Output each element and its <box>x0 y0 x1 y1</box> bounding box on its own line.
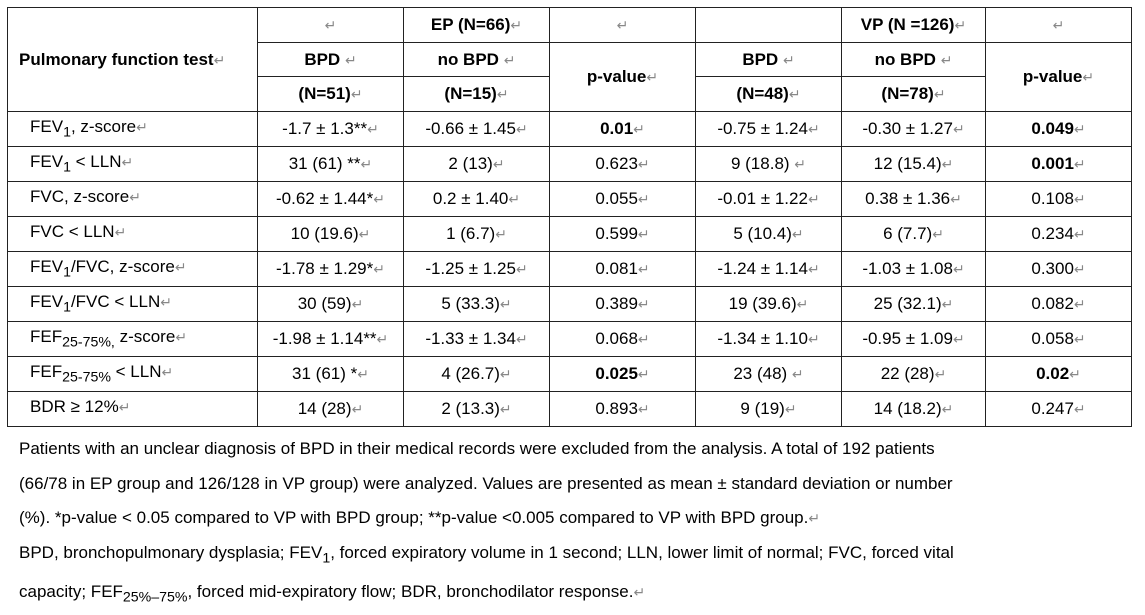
cell-vp-nobpd <box>842 147 986 182</box>
row-label-rest: , z-score <box>70 117 137 137</box>
cell-vp-p <box>986 112 1132 147</box>
cell-ep-bpd <box>258 147 404 182</box>
return-mark-icon: ↵ <box>161 364 174 381</box>
header-vp-pvalue <box>986 43 1132 112</box>
cell-ep-bpd <box>258 287 404 322</box>
cell-ep-p <box>550 357 696 392</box>
return-mark-icon: ↵ <box>358 226 371 242</box>
return-mark-icon: ↵ <box>646 69 659 85</box>
row-label-rest: /FVC, z-score <box>70 257 175 277</box>
header-vp <box>842 8 986 43</box>
return-mark-icon: ↵ <box>496 86 509 102</box>
cell-vp-nobpd <box>842 182 986 217</box>
note-subscript: 25%–75% <box>122 589 188 606</box>
return-mark-icon: ↵ <box>351 401 364 417</box>
return-mark-icon: ↵ <box>637 296 650 312</box>
row-label-subscript: 1 <box>63 124 71 141</box>
cell-value: 0.599 <box>595 224 638 243</box>
row-label-subscript: 25-75% <box>62 369 111 386</box>
header-vp-text: VP (N =126) <box>860 15 955 34</box>
cell-value: 1 (6.7) <box>446 224 496 243</box>
row-label-subscript: 25-75%, <box>62 334 115 351</box>
header-nobpd-text: no BPD <box>874 49 936 69</box>
row-label-rest: < LLN <box>70 152 122 172</box>
cell-ep-nobpd <box>404 357 550 392</box>
cell-vp-bpd <box>696 147 842 182</box>
cell-value: 14 (18.2) <box>873 399 942 418</box>
cell-value: 31 (61) ** <box>288 154 361 173</box>
cell-vp-nobpd <box>842 322 986 357</box>
return-mark-icon: ↵ <box>934 366 947 382</box>
pft-table <box>7 7 1132 427</box>
cell-value: 22 (28) <box>880 364 935 383</box>
return-mark-icon: ↵ <box>357 366 369 382</box>
header-n-text: (N=48) <box>736 84 789 103</box>
cell-vp-nobpd <box>842 357 986 392</box>
return-mark-icon: ↵ <box>1082 69 1095 85</box>
cell-value: -0.62 ± 1.44* <box>276 189 374 208</box>
header-ep <box>404 8 550 43</box>
cell-vp-bpd <box>696 112 842 147</box>
header-pvalue-text: p-value <box>1022 67 1083 86</box>
return-mark-icon: ↵ <box>367 121 379 137</box>
return-mark-icon: ↵ <box>933 86 946 102</box>
cell-value: 10 (19.6) <box>290 224 359 243</box>
row-label <box>8 147 258 182</box>
row-label-subscript: 1 <box>63 299 71 316</box>
table-row <box>8 322 1132 357</box>
row-label <box>8 252 258 287</box>
cell-vp-nobpd <box>842 287 986 322</box>
header-bpd-text: BPD <box>304 49 341 69</box>
cell-value: 6 (7.7) <box>883 224 933 243</box>
note-line <box>19 536 1129 576</box>
return-mark-icon: ↵ <box>791 366 804 382</box>
cell-value: 5 (10.4) <box>733 224 792 243</box>
cell-ep-p <box>550 112 696 147</box>
row-label-text: FEF <box>30 327 63 347</box>
cell-vp-bpd <box>696 182 842 217</box>
return-mark-icon: ↵ <box>1073 331 1086 347</box>
cell-value: 12 (15.4) <box>873 154 942 173</box>
cell-value: 25 (32.1) <box>873 294 942 313</box>
return-mark-icon: ↵ <box>952 121 965 137</box>
cell-vp-p <box>986 147 1132 182</box>
cell-vp-p <box>986 287 1132 322</box>
row-label <box>8 357 258 392</box>
row-label-text: FVC < LLN <box>30 222 115 242</box>
table-row <box>8 287 1132 322</box>
cell-value: 0.02 <box>1036 364 1070 383</box>
return-mark-icon: ↵ <box>807 331 820 347</box>
header-vp-nobpd <box>842 43 986 77</box>
cell-value: 31 (61) * <box>292 364 358 383</box>
return-mark-icon: ↵ <box>637 191 650 207</box>
row-label <box>8 287 258 322</box>
return-mark-icon: ↵ <box>1073 191 1086 207</box>
note-text: , forced mid-expiratory flow; BDR, bronchodilator response. <box>187 582 634 602</box>
cell-ep-nobpd <box>404 112 550 147</box>
return-mark-icon: ↵ <box>118 399 131 416</box>
cell-value: 2 (13) <box>448 154 493 173</box>
header-vp-blank <box>696 8 842 43</box>
note-line <box>19 467 1129 502</box>
table-row <box>8 392 1132 427</box>
return-mark-icon: ↵ <box>794 156 807 172</box>
return-mark-icon: ↵ <box>791 226 804 242</box>
cell-value: 0.025 <box>595 364 638 383</box>
return-mark-icon: ↵ <box>1069 366 1081 382</box>
cell-ep-p <box>550 217 696 252</box>
cell-ep-bpd <box>258 182 404 217</box>
cell-vp-bpd <box>696 252 842 287</box>
return-mark-icon: ↵ <box>950 191 962 207</box>
cell-value: -1.03 ± 1.08 <box>862 259 953 278</box>
cell-ep-bpd <box>258 322 404 357</box>
header-ep-bpd <box>258 43 404 77</box>
table-row <box>8 182 1132 217</box>
row-label <box>8 182 258 217</box>
cell-ep-bpd <box>258 252 404 287</box>
cell-value: 0.2 ± 1.40 <box>432 189 509 208</box>
cell-ep-nobpd <box>404 217 550 252</box>
cell-ep-nobpd <box>404 147 550 182</box>
table-notes <box>19 432 1129 615</box>
return-mark-icon: ↵ <box>952 331 965 347</box>
return-mark-icon: ↵ <box>954 17 967 33</box>
cell-value: 0.38 ± 1.36 <box>865 189 951 208</box>
cell-ep-p <box>550 147 696 182</box>
return-mark-icon: ↵ <box>941 296 954 312</box>
header-ep-nobpd-n <box>404 77 550 112</box>
cell-ep-bpd <box>258 217 404 252</box>
return-mark-icon: ↵ <box>373 261 385 277</box>
return-mark-icon: ↵ <box>1052 17 1065 33</box>
return-mark-icon: ↵ <box>633 584 646 601</box>
cell-value: -1.7 ± 1.3** <box>282 119 368 138</box>
header-ep-blank <box>258 8 404 43</box>
row-label-text: BDR ≥ 12% <box>30 397 119 417</box>
return-mark-icon: ↵ <box>940 51 953 68</box>
cell-value: -1.33 ± 1.34 <box>425 329 516 348</box>
table-row <box>8 147 1132 182</box>
cell-vp-nobpd <box>842 217 986 252</box>
return-mark-icon: ↵ <box>360 156 373 172</box>
return-mark-icon: ↵ <box>508 191 521 207</box>
row-label-rest: /FVC < LLN <box>70 292 161 312</box>
cell-value: 4 (26.7) <box>441 364 500 383</box>
row-label-rest: z-score <box>114 327 176 347</box>
return-mark-icon: ↵ <box>637 226 650 242</box>
return-mark-icon: ↵ <box>1073 156 1086 172</box>
return-mark-icon: ↵ <box>782 51 795 68</box>
return-mark-icon: ↵ <box>941 156 954 172</box>
return-mark-icon: ↵ <box>807 261 820 277</box>
row-label-subscript: 1 <box>63 159 71 176</box>
cell-ep-p <box>550 182 696 217</box>
cell-value: -0.01 ± 1.22 <box>717 189 808 208</box>
cell-vp-p <box>986 182 1132 217</box>
return-mark-icon: ↵ <box>121 154 134 171</box>
cell-value: 0.01 <box>600 119 634 138</box>
return-mark-icon: ↵ <box>492 156 505 172</box>
return-mark-icon: ↵ <box>499 366 512 382</box>
cell-ep-bpd <box>258 112 404 147</box>
note-line <box>19 432 1129 467</box>
cell-vp-p <box>986 252 1132 287</box>
row-label-text: FEF <box>30 362 63 382</box>
return-mark-icon: ↵ <box>376 331 389 347</box>
cell-vp-bpd <box>696 217 842 252</box>
cell-value: -1.78 ± 1.29* <box>276 259 374 278</box>
header-n-text: (N=15) <box>444 84 497 103</box>
cell-value: 0.389 <box>595 294 638 313</box>
header-nobpd-text: no BPD <box>437 49 499 69</box>
cell-ep-nobpd <box>404 392 550 427</box>
note-line <box>19 501 1129 536</box>
header-pvalue-text: p-value <box>586 67 647 86</box>
return-mark-icon: ↵ <box>637 156 650 172</box>
return-mark-icon: ↵ <box>808 510 821 526</box>
cell-value: 0.623 <box>595 154 638 173</box>
cell-ep-bpd <box>258 357 404 392</box>
note-subscript: 1 <box>322 549 331 566</box>
return-mark-icon: ↵ <box>796 296 809 312</box>
cell-value: 0.082 <box>1031 294 1074 313</box>
cell-value: 0.058 <box>1031 329 1074 348</box>
cell-vp-p <box>986 357 1132 392</box>
return-mark-icon: ↵ <box>160 294 172 311</box>
return-mark-icon: ↵ <box>1073 226 1086 242</box>
cell-value: 0.300 <box>1031 259 1074 278</box>
table-row <box>8 217 1132 252</box>
cell-value: -1.98 ± 1.14** <box>272 329 377 348</box>
cell-vp-p <box>986 322 1132 357</box>
cell-value: 0.247 <box>1031 399 1074 418</box>
row-label <box>8 322 258 357</box>
return-mark-icon: ↵ <box>351 296 364 312</box>
return-mark-icon: ↵ <box>1073 401 1086 417</box>
return-mark-icon: ↵ <box>174 259 187 276</box>
return-mark-icon: ↵ <box>637 366 650 382</box>
return-mark-icon: ↵ <box>807 191 820 207</box>
return-mark-icon: ↵ <box>499 401 512 417</box>
return-mark-icon: ↵ <box>932 226 944 242</box>
return-mark-icon: ↵ <box>114 224 127 241</box>
return-mark-icon: ↵ <box>136 119 148 136</box>
note-line <box>19 575 1129 615</box>
header-ep-pvalue <box>550 43 696 112</box>
header-n-text: (N=51) <box>298 84 351 103</box>
return-mark-icon: ↵ <box>1073 121 1086 137</box>
table-row <box>8 112 1132 147</box>
cell-vp-nobpd <box>842 392 986 427</box>
return-mark-icon: ↵ <box>515 261 528 277</box>
cell-vp-nobpd <box>842 112 986 147</box>
return-mark-icon: ↵ <box>637 401 650 417</box>
cell-value: -1.24 ± 1.14 <box>717 259 808 278</box>
row-label-text: FEV <box>30 257 64 277</box>
return-mark-icon: ↵ <box>788 86 801 102</box>
header-vp-nobpd-n <box>842 77 986 112</box>
cell-ep-p <box>550 287 696 322</box>
cell-value: -1.34 ± 1.10 <box>717 329 808 348</box>
header-vp-bpd-n <box>696 77 842 112</box>
return-mark-icon: ↵ <box>1073 261 1086 277</box>
header-col0-text: Pulmonary function test <box>19 49 214 69</box>
cell-value: 14 (28) <box>297 399 352 418</box>
row-label <box>8 217 258 252</box>
cell-value: 9 (19) <box>740 399 785 418</box>
cell-vp-bpd <box>696 287 842 322</box>
return-mark-icon: ↵ <box>503 51 516 68</box>
table-row <box>8 357 1132 392</box>
cell-value: 19 (39.6) <box>728 294 797 313</box>
header-ep-bpd-n <box>258 77 404 112</box>
return-mark-icon: ↵ <box>344 51 357 68</box>
cell-vp-nobpd <box>842 252 986 287</box>
cell-vp-p <box>986 392 1132 427</box>
cell-value: -0.95 ± 1.09 <box>862 329 953 348</box>
note-text: BPD, bronchopulmonary dysplasia; FEV <box>19 542 323 562</box>
return-mark-icon: ↵ <box>129 189 141 206</box>
cell-value: -1.25 ± 1.25 <box>425 259 516 278</box>
cell-value: -0.66 ± 1.45 <box>425 119 516 138</box>
row-label-text: FVC, z-score <box>30 187 130 207</box>
cell-ep-p <box>550 392 696 427</box>
return-mark-icon: ↵ <box>510 17 523 33</box>
note-text: (%). *p-value < 0.05 compared to VP with BPD group; **p-value <0.005 compared to VP with BPD group. <box>19 508 809 527</box>
header-n-text: (N=78) <box>881 84 934 103</box>
return-mark-icon: ↵ <box>495 226 507 242</box>
return-mark-icon: ↵ <box>952 261 965 277</box>
row-label-text: FEV <box>30 117 64 137</box>
cell-vp-bpd <box>696 357 842 392</box>
row-label <box>8 112 258 147</box>
note-text: , forced expiratory volume in 1 second; LLN, lower limit of normal; FVC, forced vital <box>330 542 954 562</box>
note-text: capacity; FEF <box>19 582 123 602</box>
return-mark-icon: ↵ <box>515 121 528 137</box>
header-ep-text: EP (N=66) <box>430 15 511 34</box>
cell-value: 0.081 <box>595 259 638 278</box>
cell-ep-nobpd <box>404 322 550 357</box>
cell-value: 5 (33.3) <box>441 294 500 313</box>
cell-value: 0.049 <box>1031 119 1074 138</box>
return-mark-icon: ↵ <box>175 329 188 346</box>
cell-ep-p <box>550 322 696 357</box>
cell-value: 0.234 <box>1031 224 1074 243</box>
cell-ep-p <box>550 252 696 287</box>
return-mark-icon: ↵ <box>807 121 820 137</box>
cell-ep-nobpd <box>404 287 550 322</box>
return-mark-icon: ↵ <box>499 296 512 312</box>
header-bpd-text: BPD <box>742 49 779 69</box>
row-label-subscript: 1 <box>63 264 71 281</box>
cell-value: 0.055 <box>595 189 638 208</box>
cell-value: -0.75 ± 1.24 <box>717 119 808 138</box>
return-mark-icon: ↵ <box>633 121 645 137</box>
cell-value: 0.108 <box>1031 189 1074 208</box>
cell-ep-nobpd <box>404 252 550 287</box>
note-text: (66/78 in EP group and 126/128 in VP group) were analyzed. Values are presented as mean ± standard deviation or number <box>19 473 953 493</box>
cell-value: 30 (59) <box>297 294 352 313</box>
return-mark-icon: ↵ <box>324 17 337 33</box>
row-label <box>8 392 258 427</box>
cell-value: 9 (18.8) <box>730 154 795 173</box>
cell-value: 0.893 <box>595 399 638 418</box>
return-mark-icon: ↵ <box>515 331 528 347</box>
cell-ep-bpd <box>258 392 404 427</box>
header-ep-blank2 <box>550 8 696 43</box>
cell-vp-p <box>986 217 1132 252</box>
header-vp-blank2 <box>986 8 1132 43</box>
cell-value: -0.30 ± 1.27 <box>862 119 953 138</box>
return-mark-icon: ↵ <box>373 191 385 207</box>
row-label-text: FEV <box>30 152 64 172</box>
return-mark-icon: ↵ <box>941 401 954 417</box>
note-text: Patients with an unclear diagnosis of BPD in their medical records were excluded from the analysis. A total of 192 patients <box>19 439 935 458</box>
cell-value: 23 (48) <box>733 364 792 383</box>
row-label-rest: < LLN <box>110 362 162 382</box>
return-mark-icon: ↵ <box>213 51 226 68</box>
cell-value: 0.068 <box>595 329 638 348</box>
header-col0 <box>8 8 258 112</box>
row-label-text: FEV <box>30 292 64 312</box>
cell-ep-nobpd <box>404 182 550 217</box>
table-row <box>8 252 1132 287</box>
return-mark-icon: ↵ <box>784 401 797 417</box>
cell-value: 2 (13.3) <box>441 399 500 418</box>
cell-value: 0.001 <box>1031 154 1074 173</box>
header-vp-bpd <box>696 43 842 77</box>
return-mark-icon: ↵ <box>350 86 363 102</box>
cell-vp-bpd <box>696 392 842 427</box>
header-ep-nobpd <box>404 43 550 77</box>
return-mark-icon: ↵ <box>637 331 650 347</box>
return-mark-icon: ↵ <box>616 17 629 33</box>
return-mark-icon: ↵ <box>1073 296 1086 312</box>
return-mark-icon: ↵ <box>637 261 650 277</box>
cell-vp-bpd <box>696 322 842 357</box>
